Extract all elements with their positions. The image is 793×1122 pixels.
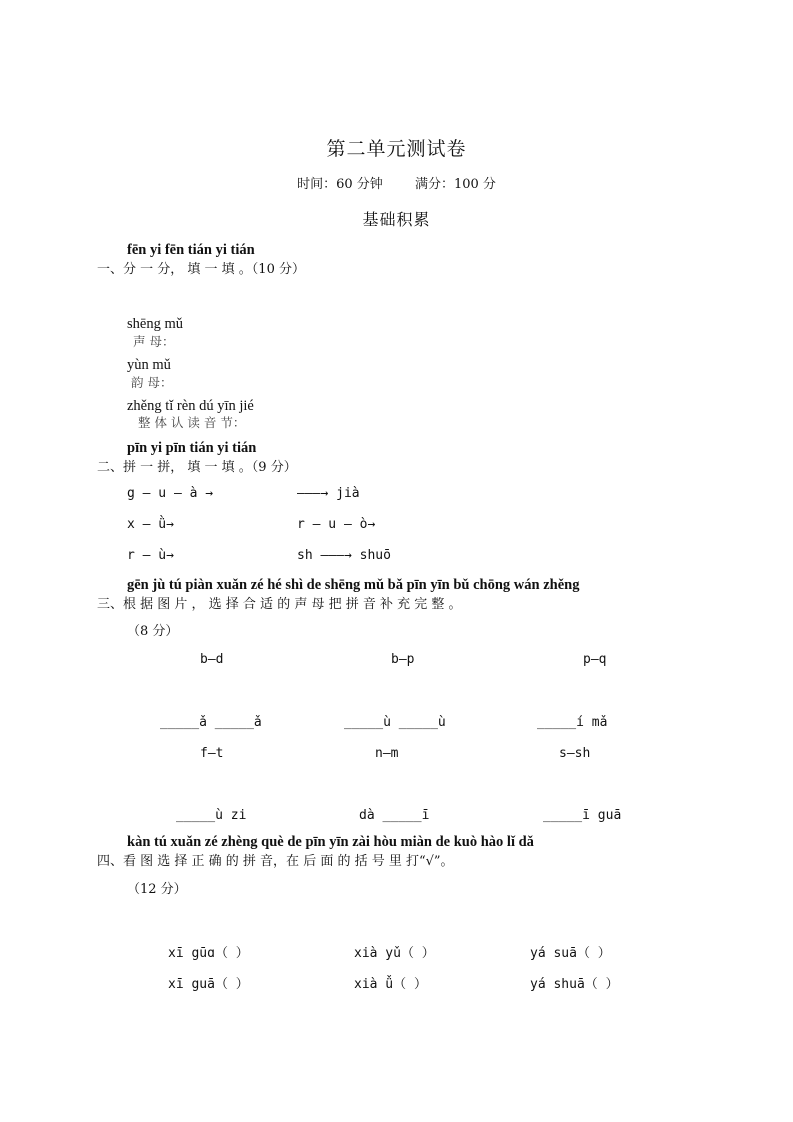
q3-letter-pair: s—sh [559, 746, 591, 761]
q2-pinyin: pīn yi pīn tián yi tián [127, 440, 257, 456]
q3-blank[interactable]: _____ī guā [543, 808, 622, 823]
q1-item-label: 韵 母： [131, 375, 173, 390]
q3-blank[interactable]: _____ù zi [176, 808, 247, 823]
q1-item-pinyin: zhěng tǐ rèn dú yīn jié [127, 398, 254, 414]
q4-points: （12 分） [127, 882, 187, 897]
q2-row-right: r — u — ò→ [297, 517, 376, 532]
q3-text: 三、根 据 图 片 ， 选 择 合 适 的 声 母 把 拼 音 补 充 完 整 。 [97, 597, 462, 612]
q1-item-pinyin: yùn mǔ [127, 357, 171, 373]
q4-text: 四、看 图 选 择 正 确 的 拼 音，在 后 面 的 括 号 里 打“√”。 [97, 854, 454, 869]
q3-blank[interactable]: _____í mǎ [537, 715, 608, 730]
q1-item-label: 声 母： [133, 334, 175, 349]
q2-row-left: r — ù→ [127, 548, 174, 563]
q1-item-pinyin: shēng mǔ [127, 316, 183, 332]
q3-points: （8 分） [127, 624, 179, 639]
q3-letter-pair: n—m [375, 746, 399, 761]
q2-row-left: x — ǜ→ [127, 517, 174, 532]
q4-pinyin: kàn tú xuǎn zé zhèng què de pīn yīn zài hòu miàn de kuò hào lǐ dǎ [127, 834, 534, 850]
q1-pinyin: fēn yi fēn tián yi tián [127, 242, 255, 258]
q3-pinyin: gēn jù tú piàn xuǎn zé hé shì de shēng mǔ bǎ pīn yīn bǔ chōng wán zhěng [127, 577, 580, 593]
q4-option[interactable]: xī guā（ ） [168, 977, 249, 992]
time-limit: 时间：60 分钟 [297, 177, 383, 192]
q3-letter-pair: b—d [200, 652, 224, 667]
q4-option[interactable]: yá suā（ ） [530, 946, 611, 961]
q4-option[interactable]: xià yǔ（ ） [354, 946, 435, 961]
section-title: 基础积累 [362, 210, 431, 229]
q3-blank[interactable]: dà _____ī [359, 808, 430, 823]
q1-item-label: 整 体 认 读 音 节： [138, 415, 246, 430]
q3-letter-pair: p—q [583, 652, 607, 667]
q2-text: 二、拼 一 拼， 填 一 填 。（9 分） [97, 460, 297, 475]
q1-text: 一、分 一 分， 填 一 填 。（10 分） [97, 262, 305, 277]
q2-row-right: sh ———→ shuō [297, 548, 391, 563]
q4-option[interactable]: xià ǚ（ ） [354, 977, 427, 992]
q2-row-left: g — u — à → [127, 486, 214, 501]
q4-option[interactable]: yá shuā（ ） [530, 977, 619, 992]
page-title: 第二单元测试卷 [326, 138, 467, 160]
q3-letter-pair: f—t [200, 746, 224, 761]
q3-letter-pair: b—p [391, 652, 415, 667]
q3-blank[interactable]: _____ǎ _____ǎ [160, 715, 262, 730]
full-score: 满分：100 分 [414, 177, 496, 192]
exam-meta [0, 173, 793, 192]
q2-row-right: ———→ jià [297, 486, 360, 501]
q3-blank[interactable]: _____ù _____ù [344, 715, 446, 730]
q4-option[interactable]: xī gūɑ（ ） [168, 946, 249, 961]
